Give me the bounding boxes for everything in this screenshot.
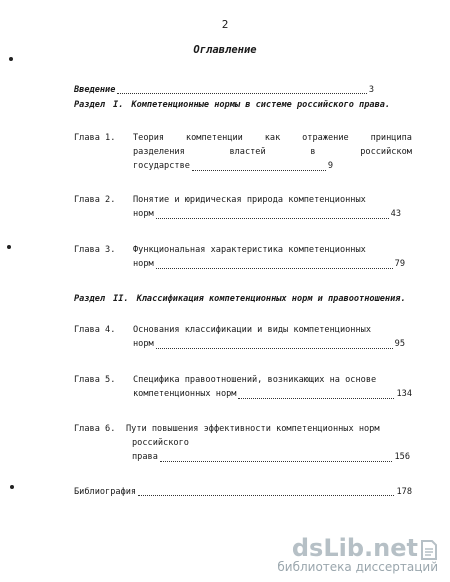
chapter-5-title [133,373,412,401]
section-label: Раздел [74,294,106,304]
page-number: 2 [221,18,229,31]
dot-leader [138,494,394,496]
chapter-1-line-1 [133,131,412,145]
toc-entry-intro [74,85,374,96]
section-title: Классификация компетенционных норм и правоотношения. [136,294,406,304]
chapter-2-label: Глава 2. [74,195,116,205]
section-number: I. [113,100,124,110]
chapter-1-line-3 [133,159,333,173]
chapter-6-label: Глава 6. [74,424,116,434]
chapter-3-title [133,243,412,271]
dot-leader [238,397,394,399]
chapter-2-page: 43 [390,209,401,219]
dot-leader [192,169,326,171]
section-1-heading [74,99,412,111]
chapter-3-label: Глава 3. [74,245,116,255]
chapter-6-page: 156 [394,452,410,462]
dot-leader [156,267,393,269]
chapter-text: норм [133,209,154,219]
watermark-logo-text: dsLib.net [291,534,418,562]
section-number: II. [113,294,129,304]
chapter-1-page: 9 [327,161,333,171]
chapter-4-line-2 [133,337,405,351]
toc-entry-bibliography [74,487,412,498]
document-icon [420,538,438,558]
chapter-2-line-1: Понятие и юридическая природа компетенционных [133,195,366,205]
chapter-4-label: Глава 4. [74,325,116,335]
intro-label: Введение [74,85,116,95]
chapter-5-label: Глава 5. [74,375,116,385]
chapter-text: норм [133,259,154,269]
chapter-text: норм [133,339,154,349]
section-label: Раздел [74,100,106,110]
chapter-6-line-1: Пути повышения эффективности компетенционных норм [126,424,380,434]
chapter-1-label: Глава 1. [74,133,116,143]
chapter-word: российском [360,147,412,157]
chapter-1-title [133,131,412,173]
chapter-word: компетенции [185,133,243,143]
chapter-6-title [126,422,416,464]
intro-page: 3 [368,85,374,95]
chapter-text: права [132,452,158,462]
chapter-4-page: 95 [394,339,405,349]
chapter-word: Теория [133,133,165,143]
chapter-word: разделения [133,147,185,157]
dot-leader [117,92,366,94]
chapter-2-line-2 [133,207,401,221]
watermark-subtitle: библиотека диссертаций [277,560,438,574]
chapter-3-page: 79 [394,259,405,269]
section-2-heading [74,293,412,305]
chapter-4-title [133,323,412,351]
chapter-5-line-1: Специфика правоотношений, возникающих на основе [133,375,377,385]
chapter-6-line-2: российского [132,438,189,448]
dot-leader [156,347,393,349]
chapter-2-title [133,193,412,221]
dot-leader [160,460,393,462]
chapter-word: в [310,147,316,157]
chapter-text: государстве [133,161,190,171]
chapter-word: властей [229,147,266,157]
watermark [277,534,438,574]
chapter-word: как [264,133,281,143]
chapter-word: принципа [370,133,412,143]
chapter-3-line-2 [133,257,405,271]
chapter-text: компетенционных норм [133,389,237,399]
chapter-4-line-1: Основания классификации и виды компетенционных [133,325,371,335]
section-title: Компетенционные нормы в системе российского права. [131,100,391,110]
chapter-word: отражение [302,133,349,143]
dot-leader [156,217,389,219]
chapter-5-line-2 [133,387,412,401]
bibliography-page: 178 [396,487,412,497]
watermark-logo [277,534,438,562]
chapter-1-line-2 [133,145,412,159]
chapter-3-line-1: Функциональная характеристика компетенционных [133,245,366,255]
toc-title: Оглавление [193,44,257,56]
chapter-6-line-3 [126,450,410,464]
bibliography-label: Библиография [74,487,137,497]
chapter-5-page: 134 [396,389,412,399]
